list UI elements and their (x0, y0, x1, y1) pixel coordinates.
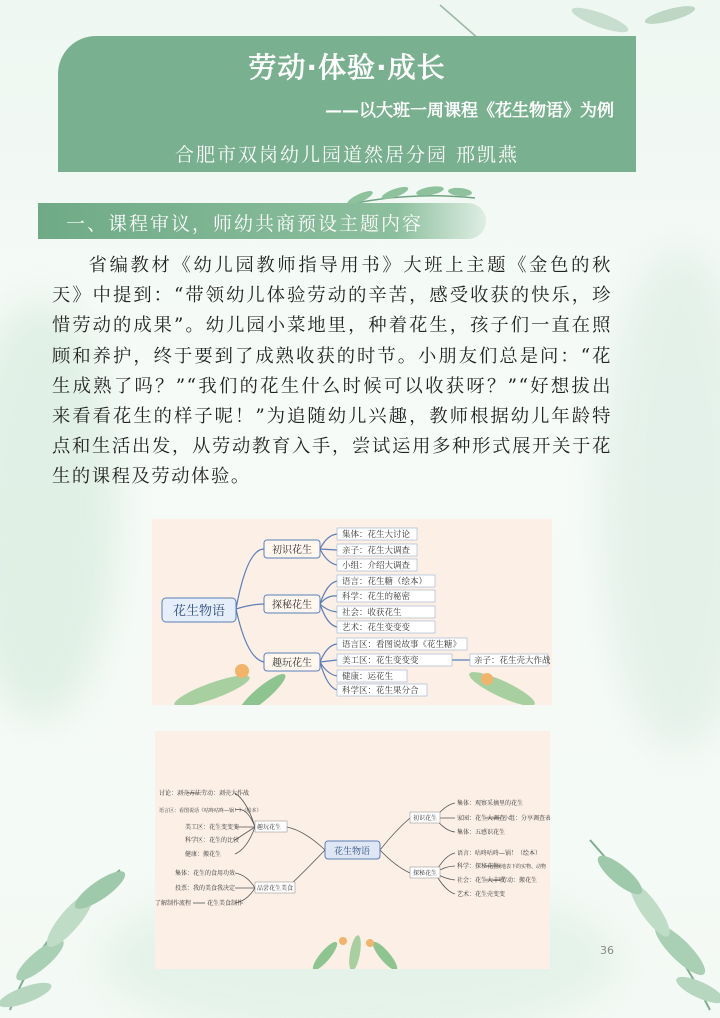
section-heading: 一、课程审议，师幼共商预设主题内容 (66, 213, 424, 235)
leaf-decoration-right (560, 800, 720, 1018)
mindmap-image-2 (155, 731, 550, 969)
mindmap-leaf: 健康：搬花生 (185, 851, 222, 858)
mindmap-leaf: 劳动：搬花生 (501, 877, 538, 884)
body-paragraph: 省编教材《幼儿园教师指导用书》大班上主题《金色的秋天》中提到：“带领幼儿体验劳动的辛苦，感受收获的快乐，珍惜劳动的成果”。幼儿园小菜地里，种着花生，孩子们一直在照顾和养护，终于要到了成熟收获的时节。小朋友们总是问：“花生成熟了吗？”“我们的花生什么时候可以收获呀？”“好想拔出来看看花生的样子呢！”为追随幼儿兴趣，教师根据幼儿年龄特点和生活出发，从劳动教育入手，尝试运用多种形式展开关于花生的课程及劳动体验。 (52, 255, 612, 488)
mindmap-image-1 (152, 519, 552, 705)
mindmap-branch: 初识花生 (272, 545, 312, 556)
mindmap-leaf: 健康：运花生 (342, 672, 394, 682)
watercolor-wash (600, 250, 720, 750)
mindmap-leaf: 科学：花生的秘密 (342, 592, 411, 602)
mindmap-leaf: 劳动：剥壳大作战 (201, 790, 250, 797)
author-line: 合肥市双岗幼儿园道然居分园 邢凯燕 (174, 144, 520, 166)
mindmap-leaf: 科学：探秘花生 (457, 863, 500, 870)
mindmap-leaf: 小组：介绍大调查 (342, 561, 411, 571)
section-heading-bar (38, 203, 486, 239)
mindmap-leaf: 了解制作流程 (155, 900, 192, 907)
mindmap-1 (152, 519, 552, 705)
mindmap-leaf: 科学区：花生果分合 (342, 686, 419, 696)
page-title: 劳动·体验·成长 (248, 51, 446, 84)
mindmap-leaf: 社会：花生大丰收 (457, 877, 506, 884)
mindmap-leaf: 投票：我的美食我决定 (175, 885, 236, 892)
mindmap-leaf: 集体：五感识花生 (457, 829, 506, 836)
mindmap-leaf: 小组：分享调查表 (503, 815, 550, 822)
mindmap-leaf: 集体：花生大讨论 (342, 530, 411, 540)
mindmap-branch: 探秘花生 (272, 600, 312, 611)
mindmap-root-label: 花生物语 (172, 604, 226, 619)
mindmap-root-label: 花生物语 (333, 847, 371, 857)
plant-illustration (310, 934, 401, 969)
title-banner (58, 36, 636, 172)
mindmap-leaf: 美工区：花生变变变 (342, 656, 419, 666)
page-number: 36 (600, 944, 614, 957)
mindmap-leaf: 亲子：花生大调查 (342, 546, 411, 556)
mindmap-leaf: 科学区：花生的比较 (185, 837, 240, 844)
mindmap-leaf: 花生美食制作 (207, 900, 244, 907)
mindmap-branch: 品尝花生美食 (257, 885, 294, 892)
mindmap-leaf: 集体：观察采摘里的花生 (457, 800, 524, 807)
mindmap-leaf: 集体：花生的食用功效 (175, 870, 236, 877)
mindmap-leaf: 艺术：花生变变变 (342, 623, 411, 633)
mindmap-leaf: 语言：咕咚咕咚—锅！（绘本） (457, 850, 542, 857)
mindmap-leaf: 美工区：花生变变变 (185, 824, 240, 831)
mindmap-leaf: 语言：花生糖（绘本） (342, 577, 428, 587)
mindmap-leaf: 讨论：剥壳方法 (159, 790, 202, 797)
mindmap-leaf: 社会：收获花生 (342, 608, 402, 618)
mindmap-leaf: 语言区：看图说故事《花生糖》 (342, 640, 462, 650)
mindmap-2 (155, 731, 550, 969)
mindmap-branch: 趣玩花生 (257, 824, 282, 831)
mindmap-leaf: 寻找地表下的实物、动物 (491, 864, 547, 870)
mindmap-leaf: 亲子：花生壳大作战 (474, 656, 551, 666)
page-subtitle: ——以大班一周课程《花生物语》为例 (325, 101, 614, 121)
mindmap-leaf: 语言区：看图说话《咕咚咕咚—锅！》（绘本） (159, 808, 262, 814)
mindmap-branch: 趣玩花生 (272, 658, 312, 669)
mindmap-leaf: 艺术：花生壳变变 (457, 891, 506, 898)
mindmap-leaf: 家园：花生大调查 (457, 815, 506, 822)
mindmap-branch: 探秘花生 (413, 870, 438, 877)
mindmap-branch: 初识花生 (413, 815, 438, 822)
leaf-decoration-left (0, 810, 150, 1018)
